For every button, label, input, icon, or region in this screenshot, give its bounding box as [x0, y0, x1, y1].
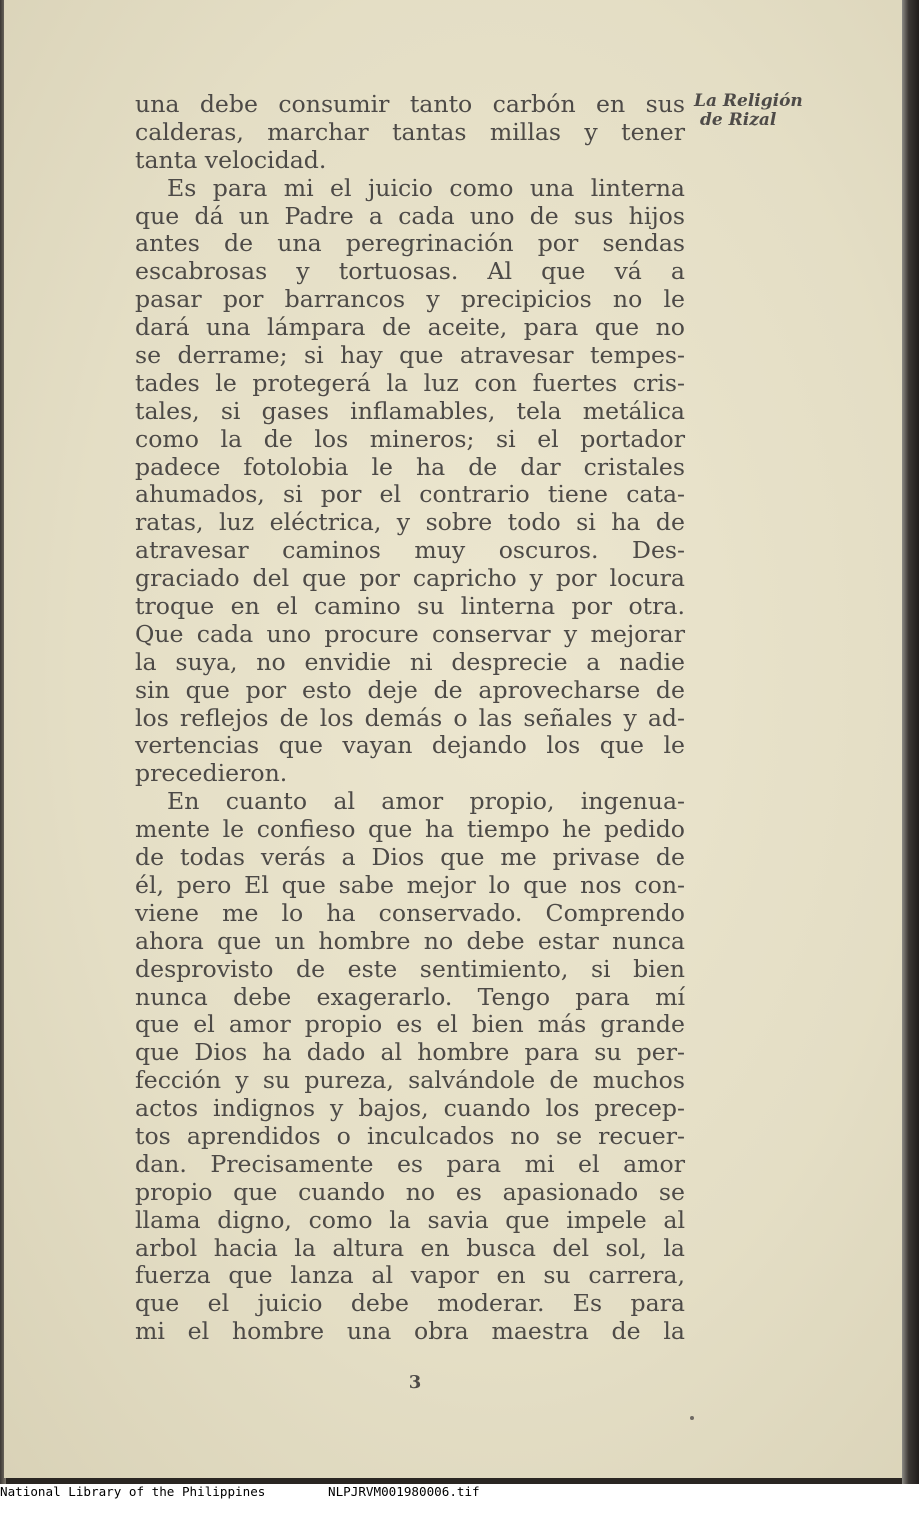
text-line: nunca debe exagerarlo. Tengo para mí	[135, 982, 685, 1011]
archive-footer	[0, 1484, 919, 1500]
book-spine-edge	[902, 0, 919, 1484]
text-line: los reflejos de los demás o las señales y ad-	[135, 703, 685, 732]
running-head-subtitle: de Rizal	[700, 110, 777, 130]
body-text	[135, 91, 685, 1346]
text-line: tos aprendidos o inculcados no se recuer-	[135, 1121, 685, 1150]
text-line: la suya, no envidie ni desprecie a nadie	[135, 647, 685, 676]
text-line: antes de una peregrinación por sendas	[135, 229, 685, 258]
text-line: dan. Precisamente es para mi el amor	[135, 1149, 685, 1178]
text-line: como la de los mineros; si el portador	[135, 424, 685, 453]
text-line: troque en el camino su linterna por otra.	[135, 592, 685, 621]
ink-speck	[690, 1416, 694, 1420]
text-line: actos indignos y bajos, cuando los precep-	[135, 1094, 685, 1123]
text-line: ahora que un hombre no debe estar nunca	[135, 926, 685, 955]
text-line: graciado del que por capricho y por locura	[135, 564, 685, 593]
page-number: 3	[408, 1372, 422, 1393]
running-head-title: La Religión	[694, 91, 803, 111]
text-line: él, pero El que sabe mejor lo que nos con-	[135, 870, 685, 899]
text-line: precedieron.	[135, 759, 288, 788]
text-line: dará una lámpara de aceite, para que no	[135, 313, 685, 342]
text-line: tades le protegerá la luz con fuertes cris-	[135, 368, 685, 397]
text-line: propio que cuando no es apasionado se	[135, 1177, 685, 1206]
text-line: sin que por esto deje de aprovecharse de	[135, 675, 685, 704]
text-line: que el amor propio es el bien más grande	[135, 1010, 685, 1039]
text-line: que el juicio debe moderar. Es para	[135, 1289, 685, 1318]
text-line: padece fotolobia le ha de dar cristales	[135, 452, 685, 481]
text-line: se derrame; si hay que atravesar tempes-	[135, 341, 685, 370]
text-line: tales, si gases inflamables, tela metálica	[135, 396, 685, 425]
text-line: atravesar caminos muy oscuros. Des-	[135, 536, 685, 565]
text-line: de todas verás a Dios que me privase de	[135, 843, 685, 872]
text-line: llama digno, como la savia que impele al	[135, 1205, 685, 1234]
archive-filename: NLPJRVM001980006.tif	[328, 1484, 480, 1499]
text-line: fección y su pureza, salvándole de muchos	[135, 1066, 685, 1095]
text-line: viene me lo ha conservado. Comprendo	[135, 898, 685, 927]
text-line: calderas, marchar tantas millas y tener	[135, 117, 685, 146]
text-line: ahumados, si por el contrario tiene cata-	[135, 480, 685, 509]
text-line: mi el hombre una obra maestra de la	[135, 1317, 685, 1346]
text-line: escabrosas y tortuosas. Al que vá a	[135, 257, 685, 286]
text-line: desprovisto de este sentimiento, si bien	[135, 954, 685, 983]
paragraph-start-line: En cuanto al amor propio, ingenua-	[167, 787, 685, 816]
archive-credit: National Library of the Philippines	[0, 1484, 266, 1499]
text-line: arbol hacia la altura en busca del sol, la	[135, 1233, 685, 1262]
text-line: fuerza que lanza al vapor en su carrera,	[135, 1261, 685, 1290]
text-line: Que cada uno procure conservar y mejorar	[135, 619, 685, 648]
text-line: tanta velocidad.	[135, 145, 327, 174]
text-line: pasar por barrancos y precipicios no le	[135, 285, 685, 314]
text-line: una debe consumir tanto carbón en sus	[135, 90, 685, 118]
text-line: mente le confieso que ha tiempo he pedido	[135, 815, 685, 844]
text-line: vertencias que vayan dejando los que le	[135, 731, 685, 760]
running-head	[694, 92, 834, 130]
text-line: que dá un Padre a cada uno de sus hijos	[135, 201, 685, 230]
text-line: que Dios ha dado al hombre para su per-	[135, 1038, 685, 1067]
paragraph-start-line: Es para mi el juicio como una linterna	[167, 173, 685, 202]
text-line: ratas, luz eléctrica, y sobre todo si ha de	[135, 508, 685, 537]
